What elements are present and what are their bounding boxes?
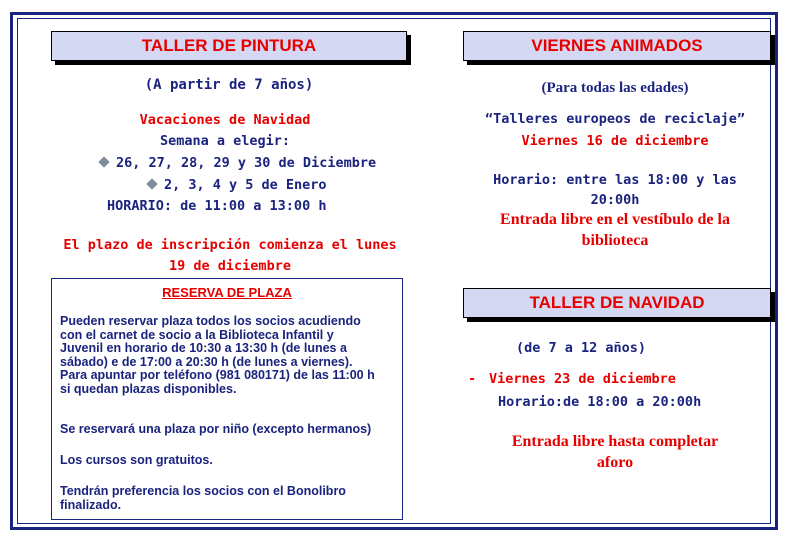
pintura-schedule: HORARIO: de 11:00 a 13:00 h [107, 198, 327, 214]
viernes-schedule-line-2: 20:00h [590, 192, 640, 208]
viernes-schedule-line-1: Horario: entre las 18:00 y las [493, 172, 737, 188]
date-option-1-text: 26, 27, 28, 29 y 30 de Diciembre [116, 155, 377, 171]
deadline-line-2: 19 de diciembre [169, 258, 291, 274]
reserva-paragraph-4: Tendrán preferencia los socios con el Bonolibro finalizado. [60, 484, 346, 512]
semana-elegir: Semana a elegir: [159, 133, 291, 149]
diamond-bullet-icon [146, 178, 157, 189]
reserva-paragraph-1: Pueden reservar plaza todos los socios acudiendo con el carnet de socio a la Biblioteca Infantil y Juvenil en horario de 10:30 a 13:30 h (de lunes a sábado) e de 17:00 a 20:30 h (de lunes a viernes). Para apuntar por teléfono (981 080171) de las 11:00 h si quedan plazas disponibles. [60, 314, 375, 396]
navidad-entry-line-2: aforo [596, 454, 634, 471]
diamond-bullet-icon [98, 156, 109, 167]
pintura-age: (A partir de 7 años) [144, 77, 314, 93]
reserva-plaza-title: RESERVA DE PLAZA [162, 285, 292, 300]
viernes-16-date: Viernes 16 de diciembre [521, 133, 709, 149]
date-option-2-text: 2, 3, 4 y 5 de Enero [164, 177, 327, 193]
viernes-entry-line-1: Entrada libre en el vestíbulo de la [500, 211, 730, 228]
viernes-audience: (Para todas las edades) [541, 80, 689, 96]
taller-pintura-heading-text: TALLER DE PINTURA [141, 36, 317, 55]
reserva-paragraph-2: Se reservará una plaza por niño (excepto hermanos) [60, 422, 372, 436]
date-option-2 [148, 177, 327, 193]
navidad-age: (de 7 a 12 años) [516, 340, 647, 356]
taller-navidad-heading [463, 288, 771, 318]
taller-navidad-heading-text: TALLER DE NAVIDAD [529, 293, 705, 312]
viernes-entry-line-2: biblioteca [581, 232, 649, 249]
date-option-1 [100, 155, 376, 171]
viernes-animados-heading [463, 31, 771, 61]
deadline-line-1: El plazo de inscripción comienza el lunes [63, 237, 397, 253]
reserva-plaza-box [51, 278, 403, 520]
navidad-dash: - [468, 371, 477, 387]
reserva-paragraph-3: Los cursos son gratuitos. [60, 453, 213, 467]
navidad-entry-line-1: Entrada libre hasta completar [511, 433, 719, 450]
viernes-animados-heading-text: VIERNES ANIMADOS [531, 36, 703, 55]
navidad-schedule: Horario:de 18:00 a 20:00h [498, 394, 702, 410]
viernes-23-date: Viernes 23 de diciembre [489, 371, 676, 387]
taller-pintura-heading [51, 31, 407, 61]
talleres-europeos: “Talleres europeos de reciclaje” [484, 111, 746, 127]
vacaciones-navidad: Vacaciones de Navidad [139, 112, 311, 128]
